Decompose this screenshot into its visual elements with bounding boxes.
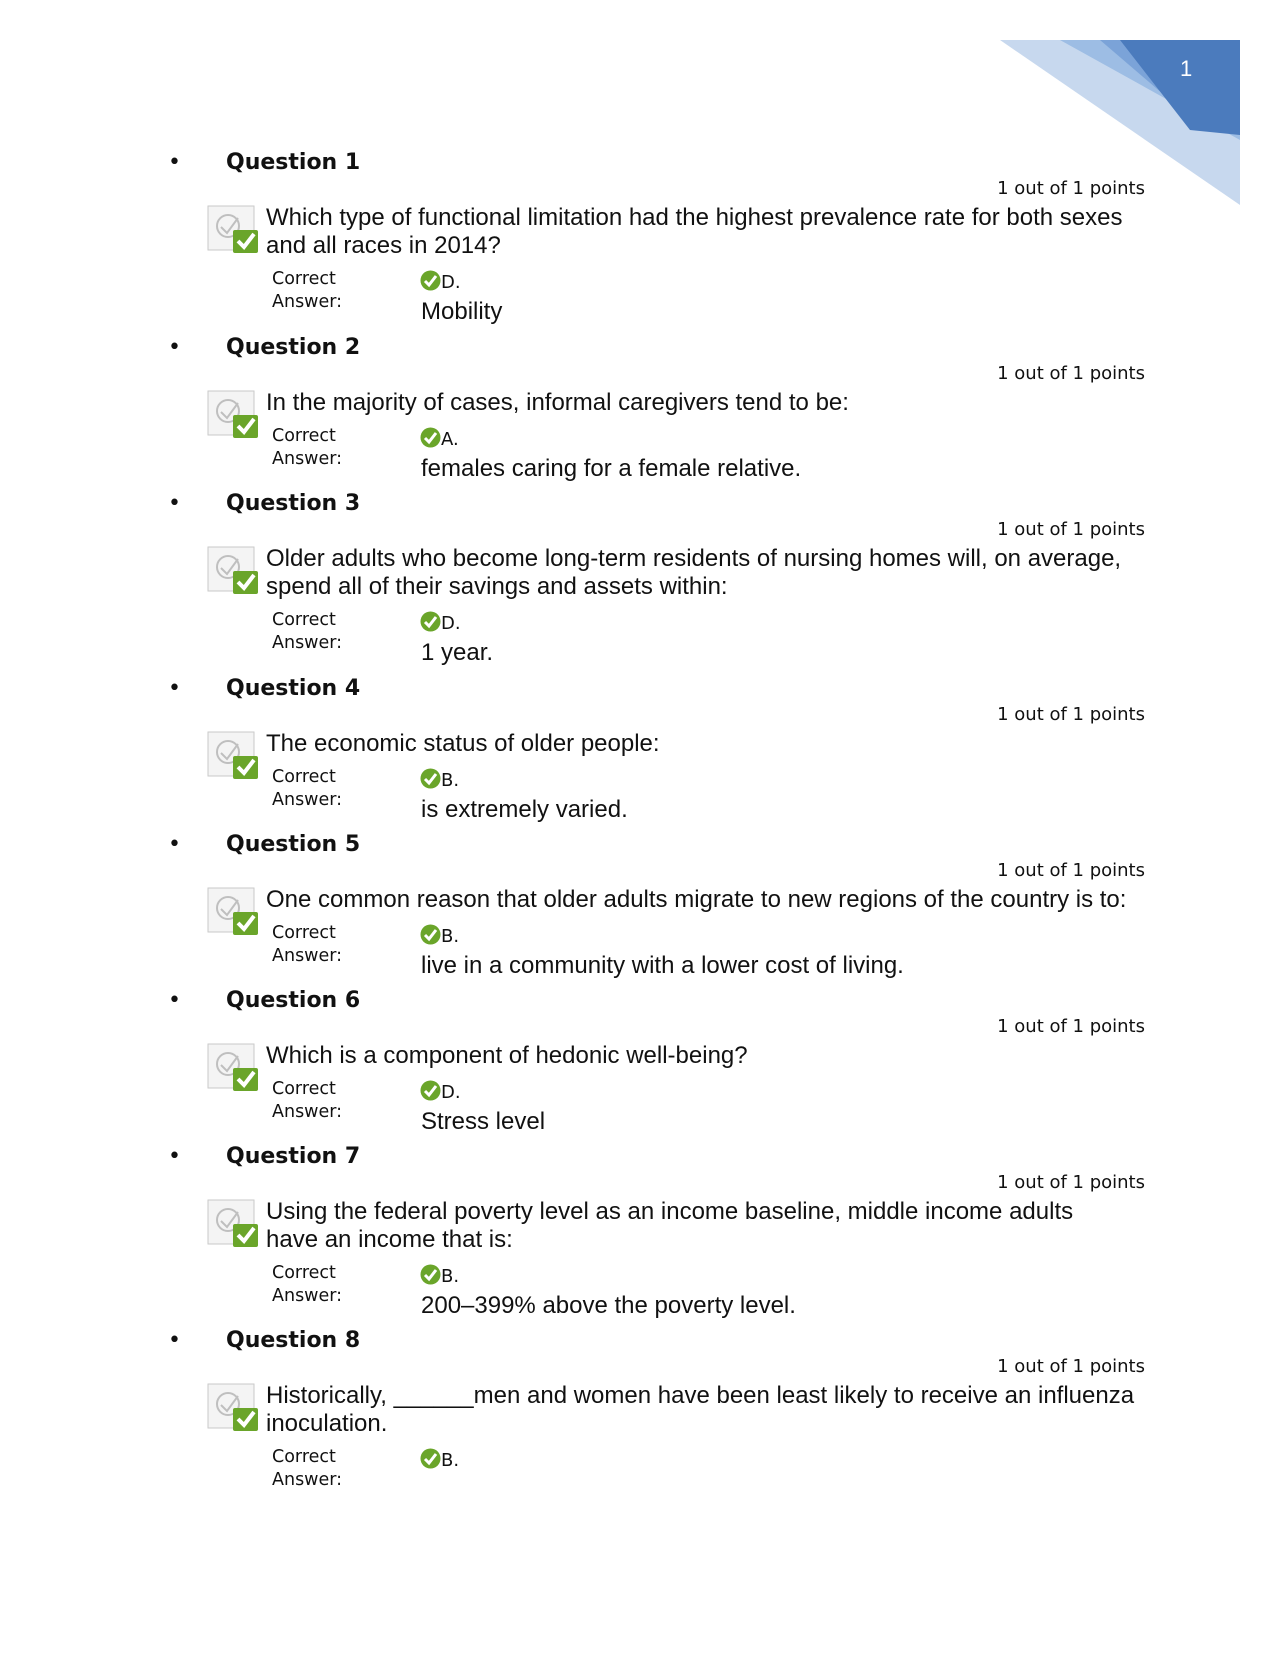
question-points: 1 out of 1 points bbox=[997, 519, 1145, 540]
correct-question-icon bbox=[206, 545, 262, 597]
bullet: • bbox=[168, 1328, 181, 1353]
question-points: 1 out of 1 points bbox=[997, 1016, 1145, 1037]
answer-letter: A. bbox=[441, 429, 459, 450]
answer-letter: B. bbox=[441, 1450, 460, 1471]
question-points: 1 out of 1 points bbox=[997, 1172, 1145, 1193]
correct-answer-label: Correct Answer: bbox=[272, 426, 343, 469]
bullet: • bbox=[168, 676, 181, 701]
answer-text: is extremely varied. bbox=[421, 796, 628, 823]
answer-letter: D. bbox=[441, 272, 461, 293]
bullet: • bbox=[168, 1144, 181, 1169]
question-points: 1 out of 1 points bbox=[997, 178, 1145, 199]
bullet: • bbox=[168, 491, 181, 516]
question-points: 1 out of 1 points bbox=[997, 363, 1145, 384]
page-number: 1 bbox=[1180, 56, 1193, 81]
correct-answer-label: Correct Answer: bbox=[272, 610, 343, 653]
bullet: • bbox=[168, 150, 181, 175]
answer-text: Mobility bbox=[421, 298, 503, 325]
question-points: 1 out of 1 points bbox=[997, 1356, 1145, 1377]
correct-answer-label: Correct Answer: bbox=[272, 923, 343, 966]
correct-answer-label: Correct Answer: bbox=[272, 1447, 343, 1490]
check-icon bbox=[420, 1448, 441, 1469]
answer-letter: B. bbox=[441, 770, 460, 791]
answer-text: females caring for a female relative. bbox=[421, 455, 802, 482]
answer-letter: D. bbox=[441, 613, 461, 634]
correct-question-icon bbox=[206, 204, 262, 256]
correct-question-icon bbox=[206, 1198, 262, 1250]
question-points: 1 out of 1 points bbox=[997, 704, 1145, 725]
question-title: Question 3 bbox=[226, 491, 361, 516]
question-text: Using the federal poverty level as an income baseline, middle income adults have an income that is: bbox=[266, 1198, 1074, 1253]
question-text: The economic status of older people: bbox=[266, 730, 660, 757]
question-title: Question 8 bbox=[226, 1328, 361, 1353]
bullet: • bbox=[168, 988, 181, 1013]
check-icon bbox=[420, 270, 441, 291]
answer-text: Stress level bbox=[421, 1108, 546, 1135]
answer-letter: D. bbox=[441, 1082, 461, 1103]
answer-text: 1 year. bbox=[421, 639, 494, 666]
answer-text: 200–399% above the poverty level. bbox=[421, 1292, 796, 1319]
question-title: Question 2 bbox=[226, 335, 361, 360]
answer-letter: B. bbox=[441, 926, 460, 947]
question-title: Question 4 bbox=[226, 676, 361, 701]
answer-letter: B. bbox=[441, 1266, 460, 1287]
bullet: • bbox=[168, 832, 181, 857]
question-text: Older adults who become long-term residents of nursing homes will, on average, spend all of their savings and assets within: bbox=[266, 545, 1122, 600]
correct-question-icon bbox=[206, 389, 262, 441]
question-title: Question 6 bbox=[226, 988, 361, 1013]
correct-question-icon bbox=[206, 1042, 262, 1094]
correct-answer-label: Correct Answer: bbox=[272, 1079, 343, 1122]
question-text: Which is a component of hedonic well-being? bbox=[266, 1042, 748, 1069]
question-text: Which type of functional limitation had the highest prevalence rate for both sexes and all races in 2014? bbox=[266, 204, 1123, 259]
check-icon bbox=[420, 1080, 441, 1101]
check-icon bbox=[420, 1264, 441, 1285]
correct-answer-label: Correct Answer: bbox=[272, 767, 343, 810]
check-icon bbox=[420, 427, 441, 448]
correct-question-icon bbox=[206, 730, 262, 782]
check-icon bbox=[420, 924, 441, 945]
check-icon bbox=[420, 611, 441, 632]
correct-question-icon bbox=[206, 1382, 262, 1434]
correct-answer-label: Correct Answer: bbox=[272, 1263, 343, 1306]
check-icon bbox=[420, 768, 441, 789]
question-points: 1 out of 1 points bbox=[997, 860, 1145, 881]
question-text: One common reason that older adults migrate to new regions of the country is to: bbox=[266, 886, 1127, 913]
question-title: Question 7 bbox=[226, 1144, 361, 1169]
answer-text: live in a community with a lower cost of living. bbox=[421, 952, 904, 979]
correct-question-icon bbox=[206, 886, 262, 938]
question-title: Question 5 bbox=[226, 832, 361, 857]
bullet: • bbox=[168, 335, 181, 360]
question-text: In the majority of cases, informal caregivers tend to be: bbox=[266, 389, 849, 416]
question-text: Historically, ______men and women have been least likely to receive an influenza inoculation. bbox=[266, 1382, 1135, 1437]
correct-answer-label: Correct Answer: bbox=[272, 269, 343, 312]
question-title: Question 1 bbox=[226, 150, 361, 175]
